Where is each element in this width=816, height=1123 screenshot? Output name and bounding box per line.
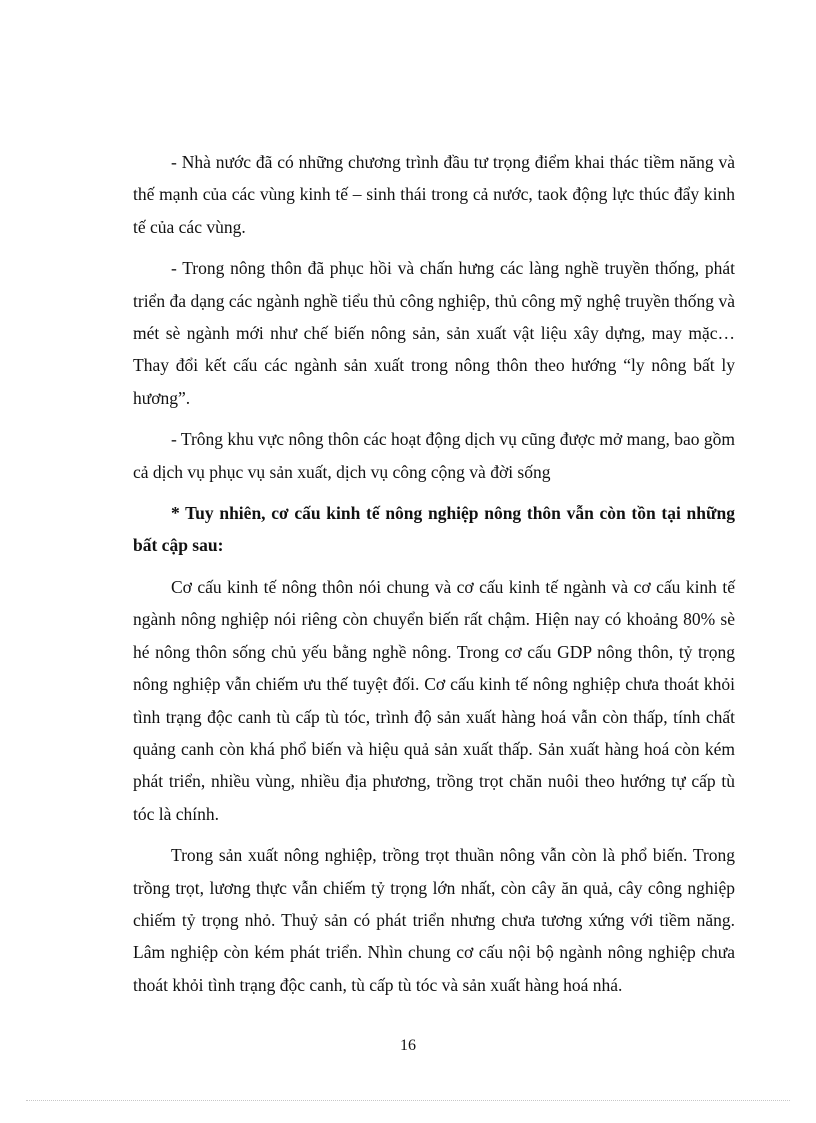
page-number: 16 <box>400 1037 416 1054</box>
page-content <box>133 146 735 1010</box>
paragraph-rural-structure: Cơ cấu kinh tế nông thôn nói chung và cơ cấu kinh tế ngành và cơ cấu kinh tế ngành nông nghiệp nói riêng còn chuyển biến rất chậm. Hiện nay có khoảng 80% sè hé nông thôn sống chủ yếu bằng nghề nông. Trong cơ cấu GDP nông thôn, tỷ trọng nông nghiệp vẫn chiếm ưu thế tuyệt đối. Cơ cấu kinh tế nông nghiệp chưa thoát khỏi tình trạng độc canh tù cấp tù tóc, trình độ sản xuất hàng hoá vẫn còn thấp, tính chất quảng canh còn khá phổ biến và hiệu quả sản xuất thấp. Sản xuất hàng hoá còn kém phát triển, nhiều vùng, nhiều địa phương, trồng trọt chăn nuôi theo hướng tự cấp tù tóc là chính. <box>133 576 735 824</box>
paragraph-investment-programs: - Nhà nước đã có những chương trình đầu tư trọng điểm khai thác tiềm năng và thế mạnh của các vùng kinh tế – sinh thái trong cả nước, taok động lực thúc đẩy kinh tế của các vùng. <box>133 152 735 237</box>
page-bottom-divider <box>26 1100 790 1101</box>
section-heading-shortcomings: * Tuy nhiên, cơ cấu kinh tế nông nghiệp nông thôn vẫn còn tồn tại những bất cập sau: <box>133 503 735 556</box>
paragraph-traditional-crafts: - Trong nông thôn đã phục hồi và chấn hưng các làng nghề truyền thống, phát triển đa dạng các ngành nghề tiểu thủ công nghiệp, thủ công mỹ nghệ truyền thống và mét sè ngành mới như chế biến nông sản, sản xuất vật liệu xây dựng, may mặc… Thay đổi kết cấu các ngành sản xuất trong nông thôn theo hướng “ly nông bất ly hương”. <box>133 258 735 408</box>
paragraph-agriculture-production: Trong sản xuất nông nghiệp, trồng trọt thuần nông vẫn còn là phổ biến. Trong trồng trọt, lương thực vẫn chiếm tỷ trọng lớn nhất, còn cây ăn quả, cây công nghiệp chiếm tỷ trọng nhỏ. Thuỷ sản có phát triển nhưng chưa tương xứng với tiềm năng. Lâm nghiệp còn kém phát triển. Nhìn chung cơ cấu nội bộ ngành nông nghiệp chưa thoát khỏi tình trạng độc canh, tù cấp tù tóc và sản xuất hàng hoá nhá. <box>133 845 735 995</box>
paragraph-rural-services: - Trông khu vực nông thôn các hoạt động dịch vụ cũng được mở mang, bao gồm cả dịch vụ phục vụ sản xuất, dịch vụ công cộng và đời sống <box>133 429 735 482</box>
